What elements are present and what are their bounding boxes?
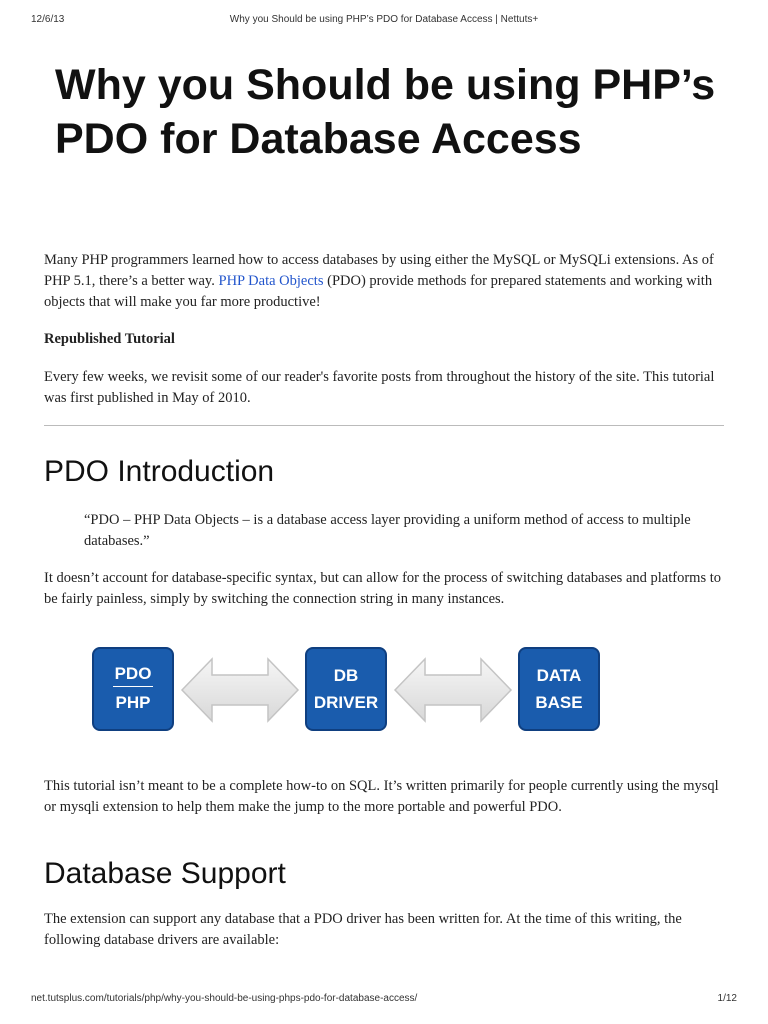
article-title: Why you Should be using PHP’s PDO for Database Access bbox=[55, 61, 716, 163]
intro-text-after: (PDO) provide methods for prepared statements and working with objects that will make you far more productive! bbox=[44, 273, 713, 310]
php-data-objects-link[interactable]: PHP Data Objects bbox=[218, 273, 324, 289]
page-url: net.tutsplus.com/tutorials/php/why-you-should-be-using-phps-pdo-for-database-access/ bbox=[31, 993, 418, 1004]
database-box bbox=[518, 647, 600, 731]
republished-paragraph: Every few weeks, we revisit some of our reader's favorite posts from throughout the history of the site. This tutorial was first published in May of 2010. bbox=[44, 369, 715, 406]
intro-paragraph bbox=[44, 250, 734, 313]
double-arrow-icon bbox=[393, 655, 513, 725]
divider bbox=[44, 425, 724, 426]
pdo-php-box bbox=[92, 647, 174, 731]
database-support-paragraph: The extension can support any database that a PDO driver has been written for. At the time of this writing, the following database drivers are available: bbox=[44, 911, 682, 948]
intro-text-before: Many PHP programmers learned how to access databases by using either the MySQL or MySQLi extensions. As of PHP 5.1, there’s a better way. bbox=[44, 252, 714, 289]
db-driver-box bbox=[305, 647, 387, 731]
driver-box-label-bottom: DRIVER bbox=[313, 693, 379, 712]
database-box-label-bottom: BASE bbox=[535, 693, 583, 712]
pdo-box-label-top: PDO bbox=[113, 662, 154, 687]
pdo-quote: “PDO – PHP Data Objects – is a database access layer providing a uniform method of access to multiple databases.” bbox=[84, 512, 691, 549]
print-date: 12/6/13 bbox=[31, 14, 65, 25]
driver-box-label-top: DB bbox=[333, 666, 359, 685]
pdo-architecture-diagram bbox=[90, 645, 590, 745]
double-arrow-icon bbox=[180, 655, 300, 725]
print-page-title: Why you Should be using PHP’s PDO for Database Access | Nettuts+ bbox=[229, 14, 539, 25]
pdo-introduction-heading: PDO Introduction bbox=[44, 455, 275, 488]
print-footer bbox=[0, 993, 768, 1007]
database-box-label-top: DATA bbox=[536, 666, 582, 685]
print-header bbox=[0, 14, 768, 28]
database-support-heading: Database Support bbox=[44, 857, 286, 890]
pdo-intro-paragraph: It doesn’t account for database-specific syntax, but can allow for the process of switching databases and platforms to be fairly painless, simply by switching the connection string in many instances. bbox=[44, 570, 721, 607]
page-number: 1/12 bbox=[717, 993, 737, 1004]
tutorial-paragraph: This tutorial isn’t meant to be a complete how-to on SQL. It’s written primarily for people currently using the mysql or mysqli extension to help them make the jump to the more portable and powerful PDO. bbox=[44, 778, 719, 815]
republished-heading: Republished Tutorial bbox=[44, 331, 175, 347]
pdo-box-label-bottom: PHP bbox=[115, 693, 151, 712]
